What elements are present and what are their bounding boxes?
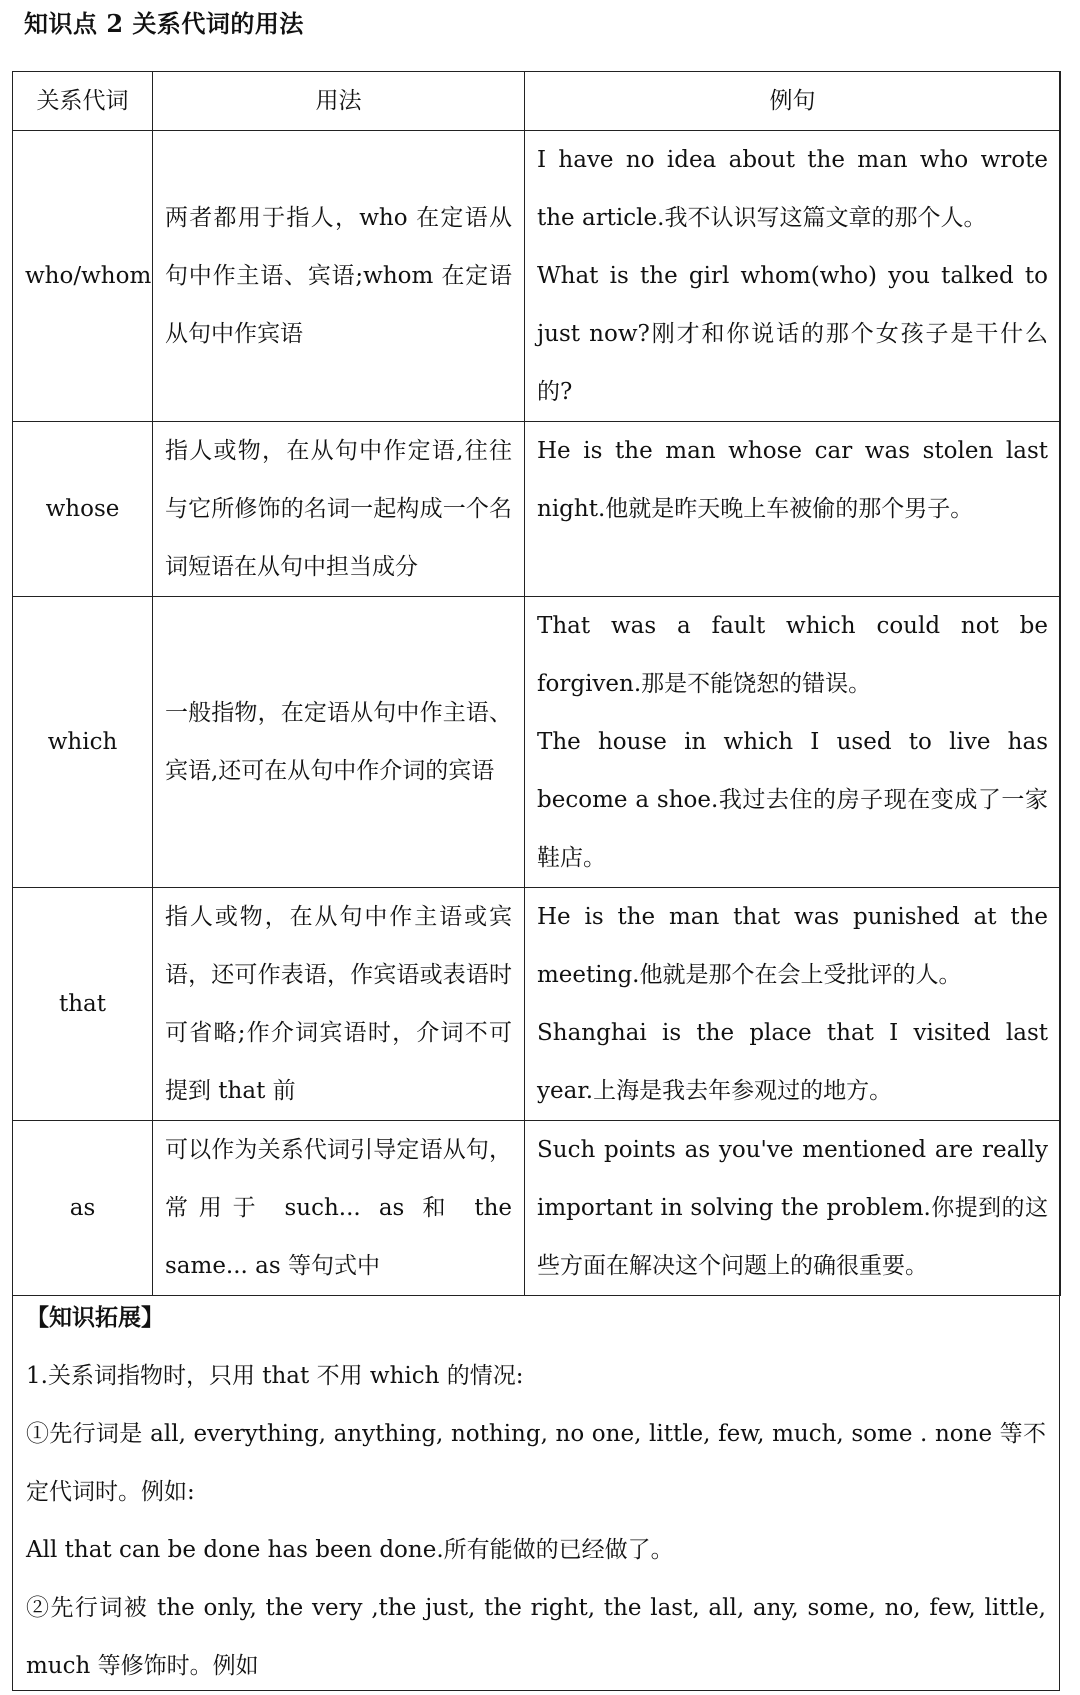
example-cell bbox=[525, 422, 1061, 597]
pronoun-cell: that bbox=[13, 888, 153, 1121]
table-row bbox=[13, 1121, 1061, 1296]
knowledge-expansion bbox=[26, 1289, 1046, 1695]
table-row bbox=[13, 131, 1061, 422]
example-cell bbox=[525, 597, 1061, 888]
example-cell bbox=[525, 888, 1061, 1121]
expansion-line: ①先行词是 all, everything, anything, nothing, no one, little, few, much, some . none 等不定代词时。例如: bbox=[26, 1421, 1046, 1505]
expansion-line: ②先行词被 the only, the very ,the just, the right, the last, all, any, some, no, few, little, much 等修饰时。例如 bbox=[26, 1595, 1046, 1679]
expansion-line: 1.关系词指物时，只用 that 不用 which 的情况: bbox=[26, 1363, 524, 1389]
expansion-heading: 【知识拓展】 bbox=[26, 1304, 164, 1331]
usage-cell: 指人或物，在从句中作主语或宾语，还可作表语，作宾语或表语时可省略;作介词宾语时，介词不可提到 that 前 bbox=[153, 888, 525, 1121]
page-title: 知识点 2 关系代词的用法 bbox=[24, 9, 304, 38]
header-example: 例句 bbox=[525, 72, 1061, 131]
pronoun-cell: whose bbox=[13, 422, 153, 597]
table-row bbox=[13, 888, 1061, 1121]
header-pronoun: 关系代词 bbox=[13, 72, 153, 131]
example-sentence: He is the man whose car was stolen last night.他就是昨天晚上车被偷的那个男子。 bbox=[537, 438, 1048, 522]
example-sentence: I have no idea about the man who wrote the article.我不认识写这篇文章的那个人。 bbox=[537, 147, 1048, 231]
table-header-row bbox=[13, 72, 1061, 131]
example-cell bbox=[525, 131, 1061, 422]
usage-cell: 一般指物，在定语从句中作主语、宾语,还可在从句中作介词的宾语 bbox=[153, 597, 525, 888]
usage-cell: 指人或物，在从句中作定语,往往与它所修饰的名词一起构成一个名词短语在从句中担当成分 bbox=[153, 422, 525, 597]
example-sentence: What is the girl whom(who) you talked to just now?刚才和你说话的那个女孩子是干什么的? bbox=[537, 263, 1048, 405]
example-sentence: Shanghai is the place that I visited last year.上海是我去年参观过的地方。 bbox=[537, 1020, 1048, 1104]
example-sentence: Such points as you've mentioned are really important in solving the problem.你提到的这些方面在解决这个问题上的确很重要。 bbox=[537, 1137, 1048, 1279]
relative-pronoun-table bbox=[12, 71, 1061, 1296]
example-sentence: The house in which I used to live has become a shoe.我过去住的房子现在变成了一家鞋店。 bbox=[537, 729, 1048, 871]
pronoun-cell: as bbox=[13, 1121, 153, 1296]
pronoun-cell: which bbox=[13, 597, 153, 888]
example-cell bbox=[525, 1121, 1061, 1296]
example-sentence: He is the man that was punished at the meeting.他就是那个在会上受批评的人。 bbox=[537, 904, 1048, 988]
expansion-line: All that can be done has been done.所有能做的已经做了。 bbox=[26, 1537, 674, 1563]
pronoun-cell: who/whom bbox=[13, 131, 153, 422]
example-sentence: That was a fault which could not be forgiven.那是不能饶恕的错误。 bbox=[537, 613, 1048, 697]
header-usage: 用法 bbox=[153, 72, 525, 131]
usage-cell: 可以作为关系代词引导定语从句，常用于 such... as 和 the same... as 等句式中 bbox=[153, 1121, 525, 1296]
usage-cell: 两者都用于指人，who 在定语从句中作主语、宾语;whom 在定语从句中作宾语 bbox=[153, 131, 525, 422]
table-row bbox=[13, 597, 1061, 888]
table-row bbox=[13, 422, 1061, 597]
